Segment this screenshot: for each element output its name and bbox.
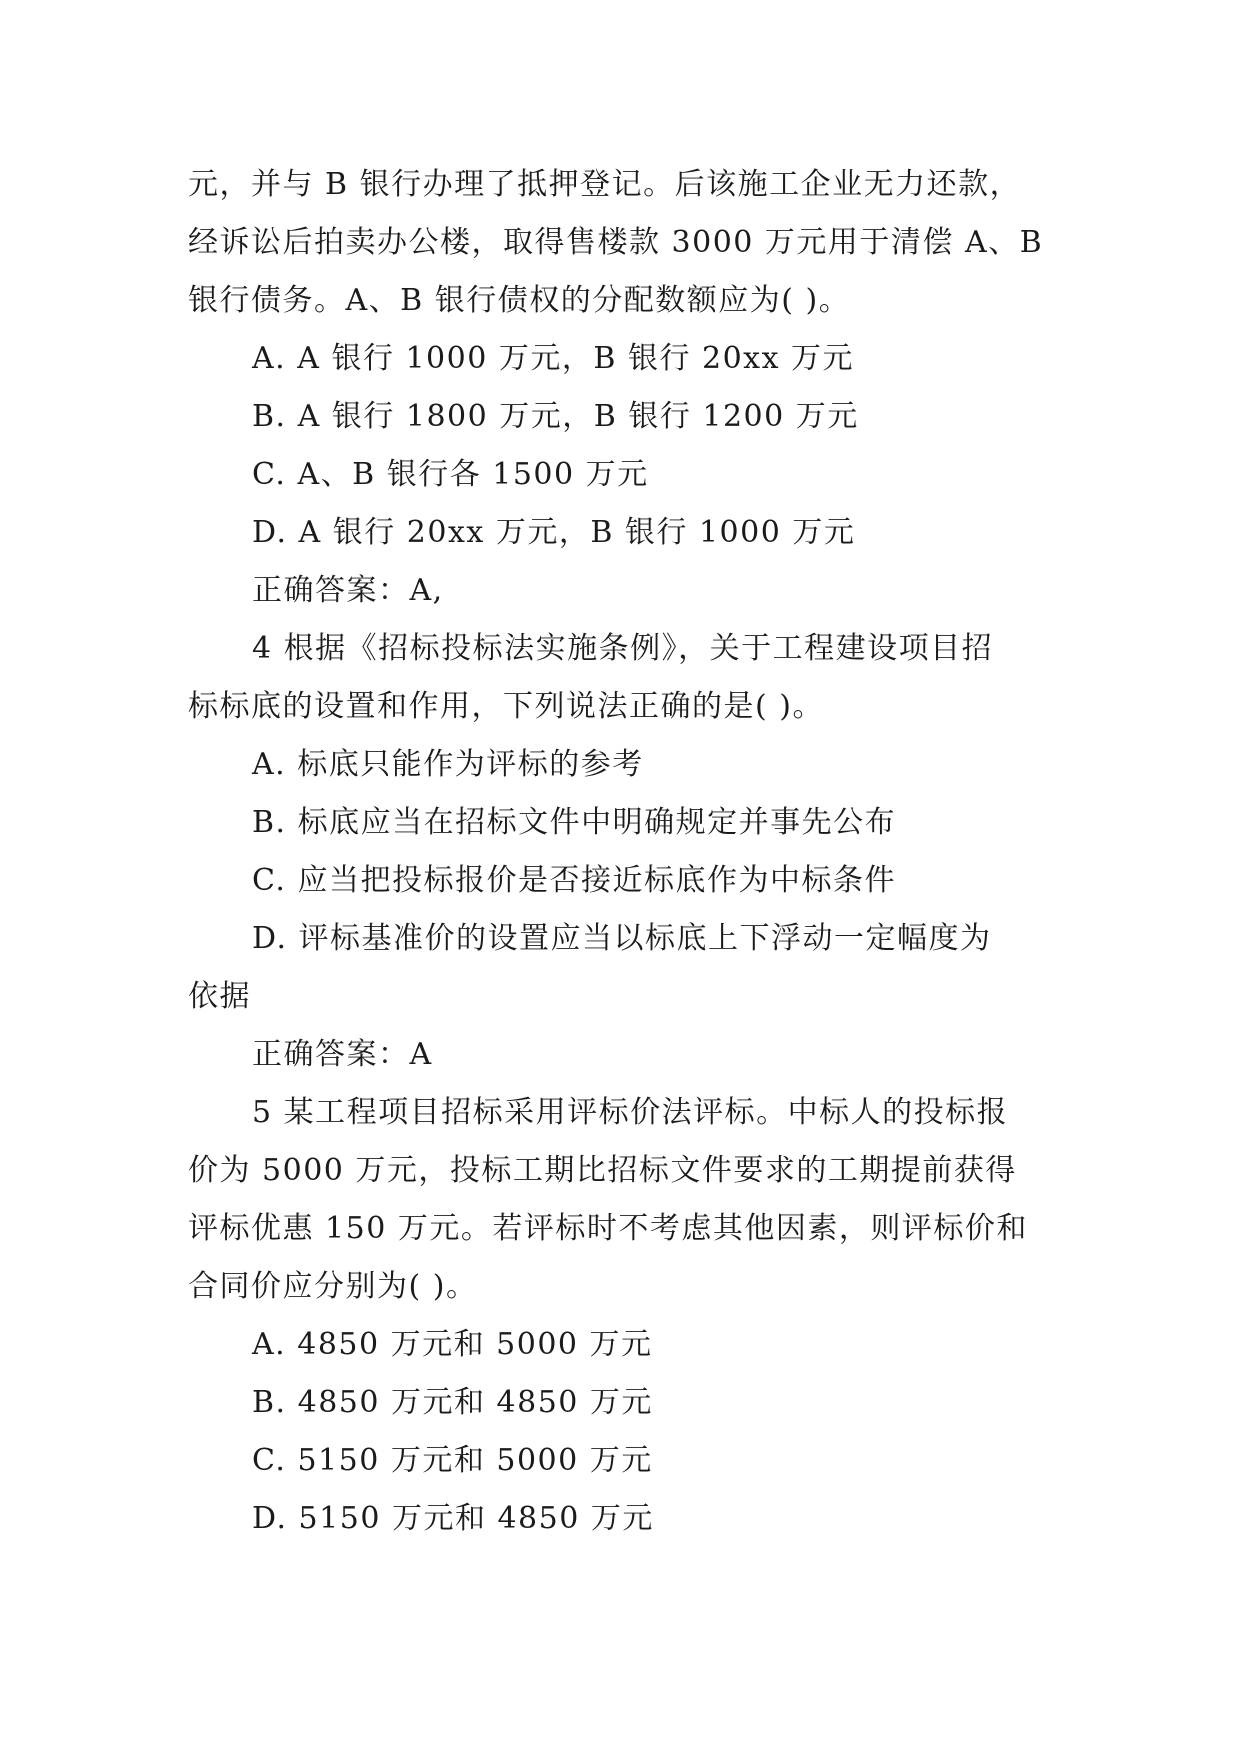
question-4-stem: 4 根据《招标投标法实施条例》，关于工程建设项目招 — [252, 631, 994, 666]
question-3-option-d: D. A 银行 20xx 万元，B 银行 1000 万元 — [252, 515, 856, 550]
question-3-text-line: 银行债务。A、B 银行债权的分配数额应为( )。 — [188, 283, 851, 318]
question-4-option-c: C. 应当把投标报价是否接近标底作为中标条件 — [252, 863, 896, 898]
question-4-stem-cont: 标标底的设置和作用，下列说法正确的是( )。 — [188, 689, 824, 724]
question-3-option-b: B. A 银行 1800 万元，B 银行 1200 万元 — [252, 399, 859, 434]
question-4-option-a: A. 标底只能作为评标的参考 — [252, 747, 644, 782]
question-3-text-line: 元，并与 B 银行办理了抵押登记。后该施工企业无力还款， — [188, 167, 1022, 202]
question-5-stem-cont: 价为 5000 万元，投标工期比招标文件要求的工期提前获得 — [188, 1153, 1017, 1188]
question-5-option-c: C. 5150 万元和 5000 万元 — [252, 1443, 653, 1478]
question-3-answer: 正确答案：A, — [252, 573, 444, 608]
question-4-option-d: D. 评标基准价的设置应当以标底上下浮动一定幅度为 — [252, 921, 992, 956]
question-4-option-d-cont: 依据 — [188, 979, 251, 1014]
question-4-answer: 正确答案：A — [252, 1037, 433, 1072]
question-4-option-b: B. 标底应当在招标文件中明确规定并事先公布 — [252, 805, 897, 840]
document-body — [188, 156, 1058, 1548]
question-3-option-c: C. A、B 银行各 1500 万元 — [252, 457, 649, 492]
question-5-stem-cont: 评标优惠 150 万元。若评标时不考虑其他因素，则评标价和 — [188, 1211, 1028, 1246]
question-3-text-line: 经诉讼后拍卖办公楼，取得售楼款 3000 万元用于清偿 A、B — [188, 225, 1044, 260]
question-5-option-d: D. 5150 万元和 4850 万元 — [252, 1501, 654, 1536]
question-5-stem-cont: 合同价应分别为( )。 — [188, 1269, 478, 1304]
question-5-stem: 5 某工程项目招标采用评标价法评标。中标人的投标报 — [252, 1095, 1009, 1130]
question-5-option-b: B. 4850 万元和 4850 万元 — [252, 1385, 653, 1420]
question-3-option-a: A. A 银行 1000 万元，B 银行 20xx 万元 — [252, 341, 855, 376]
question-5-option-a: A. 4850 万元和 5000 万元 — [252, 1327, 653, 1362]
